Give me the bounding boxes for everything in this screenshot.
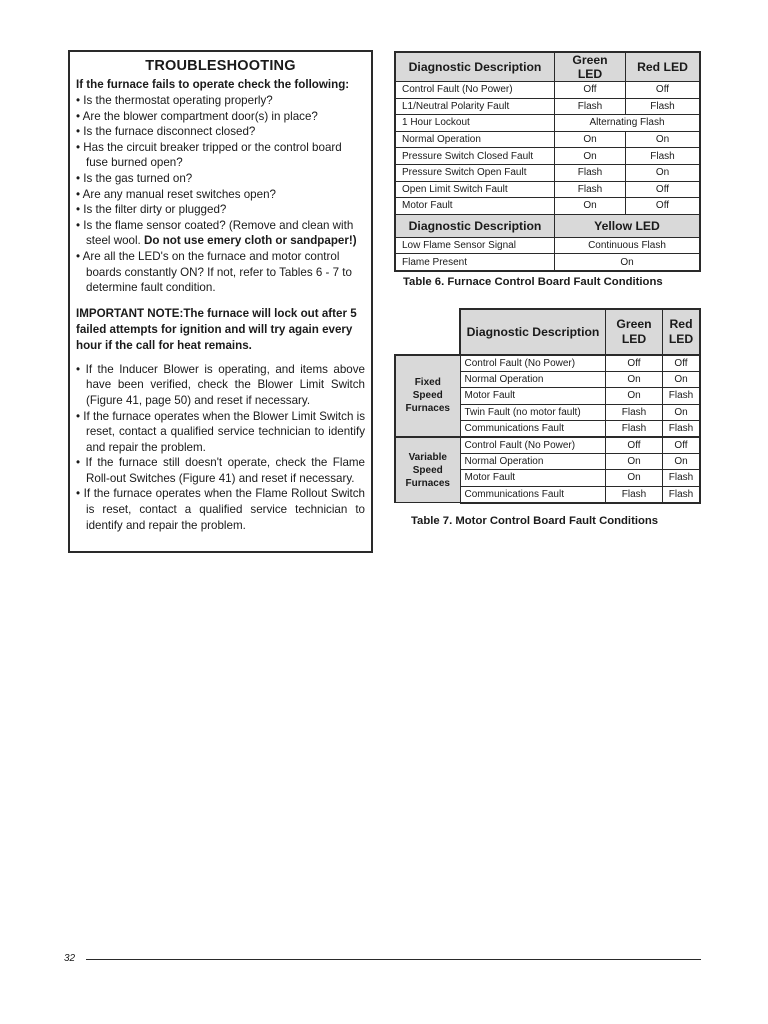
cell-description: Low Flame Sensor Signal (395, 237, 555, 254)
troubleshooting-intro: If the furnace fails to operate check the following: (76, 78, 350, 91)
cell-description: Control Fault (No Power) (460, 355, 606, 372)
cell-red: On (626, 164, 701, 181)
cell-red: On (626, 131, 701, 148)
cell-green: On (606, 388, 663, 404)
cell-description: Communications Fault (460, 486, 606, 503)
step-item: • If the furnace operates when the Flame Rollout Switch is reset, contact a qualified service technician to identify and repair the problem. (76, 486, 365, 533)
cell-green: Off (555, 82, 626, 99)
page-number: 32 (64, 953, 76, 964)
check-item: • Are any manual reset switches open? (76, 187, 365, 203)
cell-red: On (663, 454, 701, 470)
table-row (395, 131, 700, 148)
cell-description: Motor Fault (460, 470, 606, 486)
group-label-variable-speed: Variable Speed Furnaces (395, 437, 460, 503)
cell-green: On (606, 470, 663, 486)
check-item: • Are the blower compartment door(s) in place? (76, 109, 365, 125)
motor-control-table (394, 308, 701, 504)
table-header-row (395, 309, 700, 355)
cell-description: Normal Operation (395, 131, 555, 148)
table-row (395, 437, 700, 454)
cell-description: Communications Fault (460, 420, 606, 437)
checklist (76, 93, 365, 296)
table-row (395, 237, 700, 254)
header-red-led: Red LED (663, 309, 701, 355)
cell-red: Off (663, 437, 701, 454)
cell-description: Control Fault (No Power) (460, 437, 606, 454)
cell-description: Motor Fault (395, 198, 555, 215)
step-item: • If the Inducer Blower is operating, and items above have been verified, check the Blower Limit Switch (Figure 41, page 50) and reset if necessary. (76, 362, 365, 409)
cell-green: On (555, 148, 626, 165)
table-row (395, 198, 700, 215)
cell-red: Flash (663, 486, 701, 503)
step-item: • If the furnace still doesn't operate, check the Flame Roll-out Switches (Figure 41) and reset if necessary. (76, 455, 365, 486)
check-item-flame-sensor (76, 218, 365, 249)
further-steps-list (76, 362, 365, 534)
cell-description: Normal Operation (460, 454, 606, 470)
table-row (395, 115, 700, 132)
blank-corner (395, 309, 460, 355)
cell-description: Open Limit Switch Fault (395, 181, 555, 198)
furnace-control-table (394, 51, 701, 272)
cell-green: Flash (555, 164, 626, 181)
check-item: • Is the gas turned on? (76, 171, 365, 187)
troubleshooting-box (68, 50, 373, 553)
cell-green: Off (606, 355, 663, 372)
cell-description: Control Fault (No Power) (395, 82, 555, 99)
check-item-text: Is the flame sensor coated? (Remove and clean with steel wool. (83, 218, 354, 248)
cell-red: Flash (626, 98, 701, 115)
check-item: • Is the filter dirty or plugged? (76, 202, 365, 218)
header-green-led: Green LED (555, 52, 626, 82)
cell-green: On (606, 372, 663, 388)
flame-sensor-warning: Do not use emery cloth or sandpaper!) (144, 234, 357, 248)
footer-rule (86, 959, 701, 960)
check-item: • Is the furnace disconnect closed? (76, 124, 365, 140)
troubleshooting-title: TROUBLESHOOTING (145, 58, 296, 74)
check-item: • Are all the LED's on the furnace and motor control boards constantly ON? If not, refer to Tables 6 - 7 to determine fault condition. (76, 249, 365, 296)
cell-description: Flame Present (395, 254, 555, 271)
cell-red: Flash (663, 388, 701, 404)
table-row (395, 148, 700, 165)
table6-caption: Table 6. Furnace Control Board Fault Conditions (403, 276, 663, 288)
table-header-row-yellow (395, 214, 700, 237)
cell-green: Off (606, 437, 663, 454)
cell-description: Twin Fault (no motor fault) (460, 404, 606, 420)
cell-yellow: Continuous Flash (555, 237, 701, 254)
cell-red: Flash (663, 420, 701, 437)
cell-green: Flash (606, 420, 663, 437)
cell-green: On (555, 198, 626, 215)
header-green-led: Green LED (606, 309, 663, 355)
cell-description: L1/Neutral Polarity Fault (395, 98, 555, 115)
cell-green: On (555, 131, 626, 148)
cell-green: Flash (606, 404, 663, 420)
cell-both-leds: Alternating Flash (555, 115, 701, 132)
cell-red: Flash (626, 148, 701, 165)
table-row (395, 82, 700, 99)
cell-description: Motor Fault (460, 388, 606, 404)
group-label-fixed-speed: Fixed Speed Furnaces (395, 355, 460, 437)
cell-green: Flash (606, 486, 663, 503)
cell-red: Off (663, 355, 701, 372)
header-diagnostic-2: Diagnostic Description (395, 214, 555, 237)
cell-description: 1 Hour Lockout (395, 115, 555, 132)
cell-red: Flash (663, 470, 701, 486)
cell-description: Pressure Switch Closed Fault (395, 148, 555, 165)
important-note: IMPORTANT NOTE:The furnace will lock out after 5 failed attempts for ignition and will try again every hour if the call for heat remains. (76, 306, 357, 352)
header-diagnostic: Diagnostic Description (395, 52, 555, 82)
step-item: • If the furnace operates when the Blower Limit Switch is reset, contact a qualified service technician to identify and repair the problem. (76, 409, 365, 456)
cell-red: Off (626, 181, 701, 198)
header-red-led: Red LED (626, 52, 701, 82)
table-row (395, 355, 700, 372)
table-header-row (395, 52, 700, 82)
table-row (395, 164, 700, 181)
cell-description: Normal Operation (460, 372, 606, 388)
table7-caption: Table 7. Motor Control Board Fault Conditions (411, 515, 659, 527)
header-diagnostic: Diagnostic Description (460, 309, 606, 355)
cell-red: On (663, 404, 701, 420)
cell-green: Flash (555, 181, 626, 198)
cell-yellow: On (555, 254, 701, 271)
check-item: • Is the thermostat operating properly? (76, 93, 365, 109)
check-item: • Has the circuit breaker tripped or the control board fuse burned open? (76, 140, 365, 171)
cell-red: Off (626, 82, 701, 99)
table-row (395, 181, 700, 198)
table-row (395, 254, 700, 271)
cell-red: On (663, 372, 701, 388)
cell-green: Flash (555, 98, 626, 115)
table-row (395, 98, 700, 115)
cell-description: Pressure Switch Open Fault (395, 164, 555, 181)
cell-red: Off (626, 198, 701, 215)
cell-green: On (606, 454, 663, 470)
header-yellow-led: Yellow LED (555, 214, 701, 237)
